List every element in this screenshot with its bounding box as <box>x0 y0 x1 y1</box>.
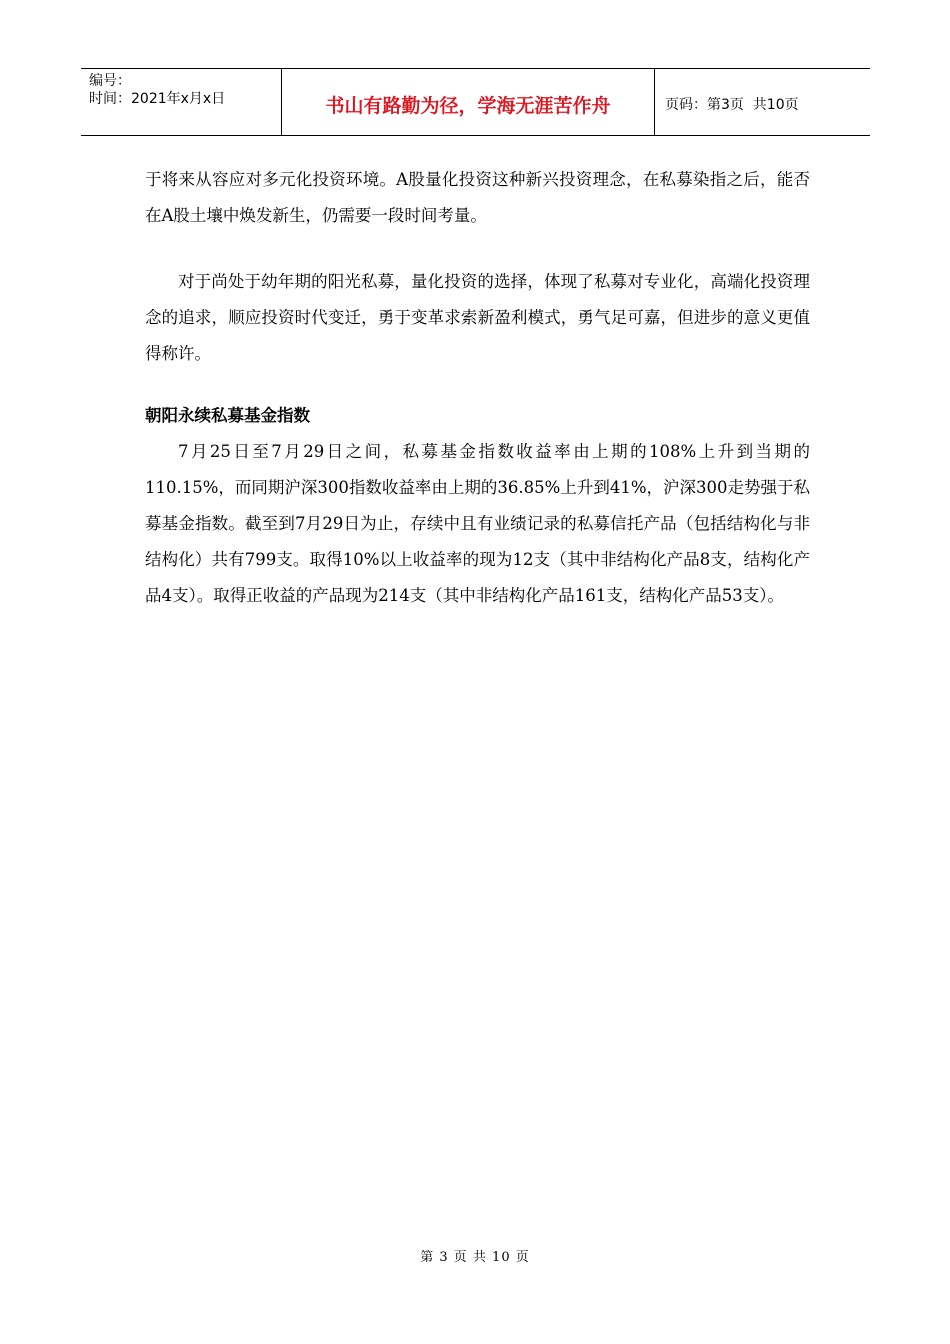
header-page-info: 页码：第3页 共10页 <box>665 97 799 113</box>
paragraph-gap <box>145 372 810 398</box>
header-motto: 书山有路勤为径，学海无涯苦作舟 <box>325 94 611 117</box>
section-title: 朝阳永续私募基金指数 <box>145 406 310 425</box>
time-label: 时间：2021年x月x日 <box>89 91 226 107</box>
header-meta-cell <box>81 69 282 135</box>
header-motto-cell <box>282 69 655 135</box>
paragraph-quant-investing: 对于尚处于幼年期的阳光私募，量化投资的选择，体现了私募对专业化，高端化投资理念的追求，顺应投资时代变迁，勇于变革求索新盈利模式，勇气足可嘉，但进步的意义更值得称许。 <box>145 272 810 363</box>
header-page-cell <box>655 69 870 135</box>
paragraph-continuation: 于将来从容应对多元化投资环境。A股量化投资这种新兴投资理念，在私募染指之后，能否在A股土壤中焕发新生，仍需要一段时间考量。 <box>145 170 810 225</box>
page-footer: 第 3 页 共 10 页 <box>420 1250 530 1265</box>
doc-number-label: 编号： <box>89 73 131 89</box>
paragraph-fund-index: 7月25日至7月29日之间，私募基金指数收益率由上期的108%上升到当期的110.15%，而同期沪深300指数收益率由上期的36.85%上升到41%，沪深300走势强于私募基金指数。截至到7月29日为止，存续中且有业绩记录的私募信托产品（包括结构化与非结构化）共有799支。取得10%以上收益率的现为12支（其中非结构化产品8支，结构化产品4支）。取得正收益的产品现为214支（其中非结构化产品161支，结构化产品53支）。 <box>145 442 810 605</box>
paragraph-gap <box>145 234 810 264</box>
page-header <box>81 68 870 136</box>
document-body <box>145 162 810 614</box>
